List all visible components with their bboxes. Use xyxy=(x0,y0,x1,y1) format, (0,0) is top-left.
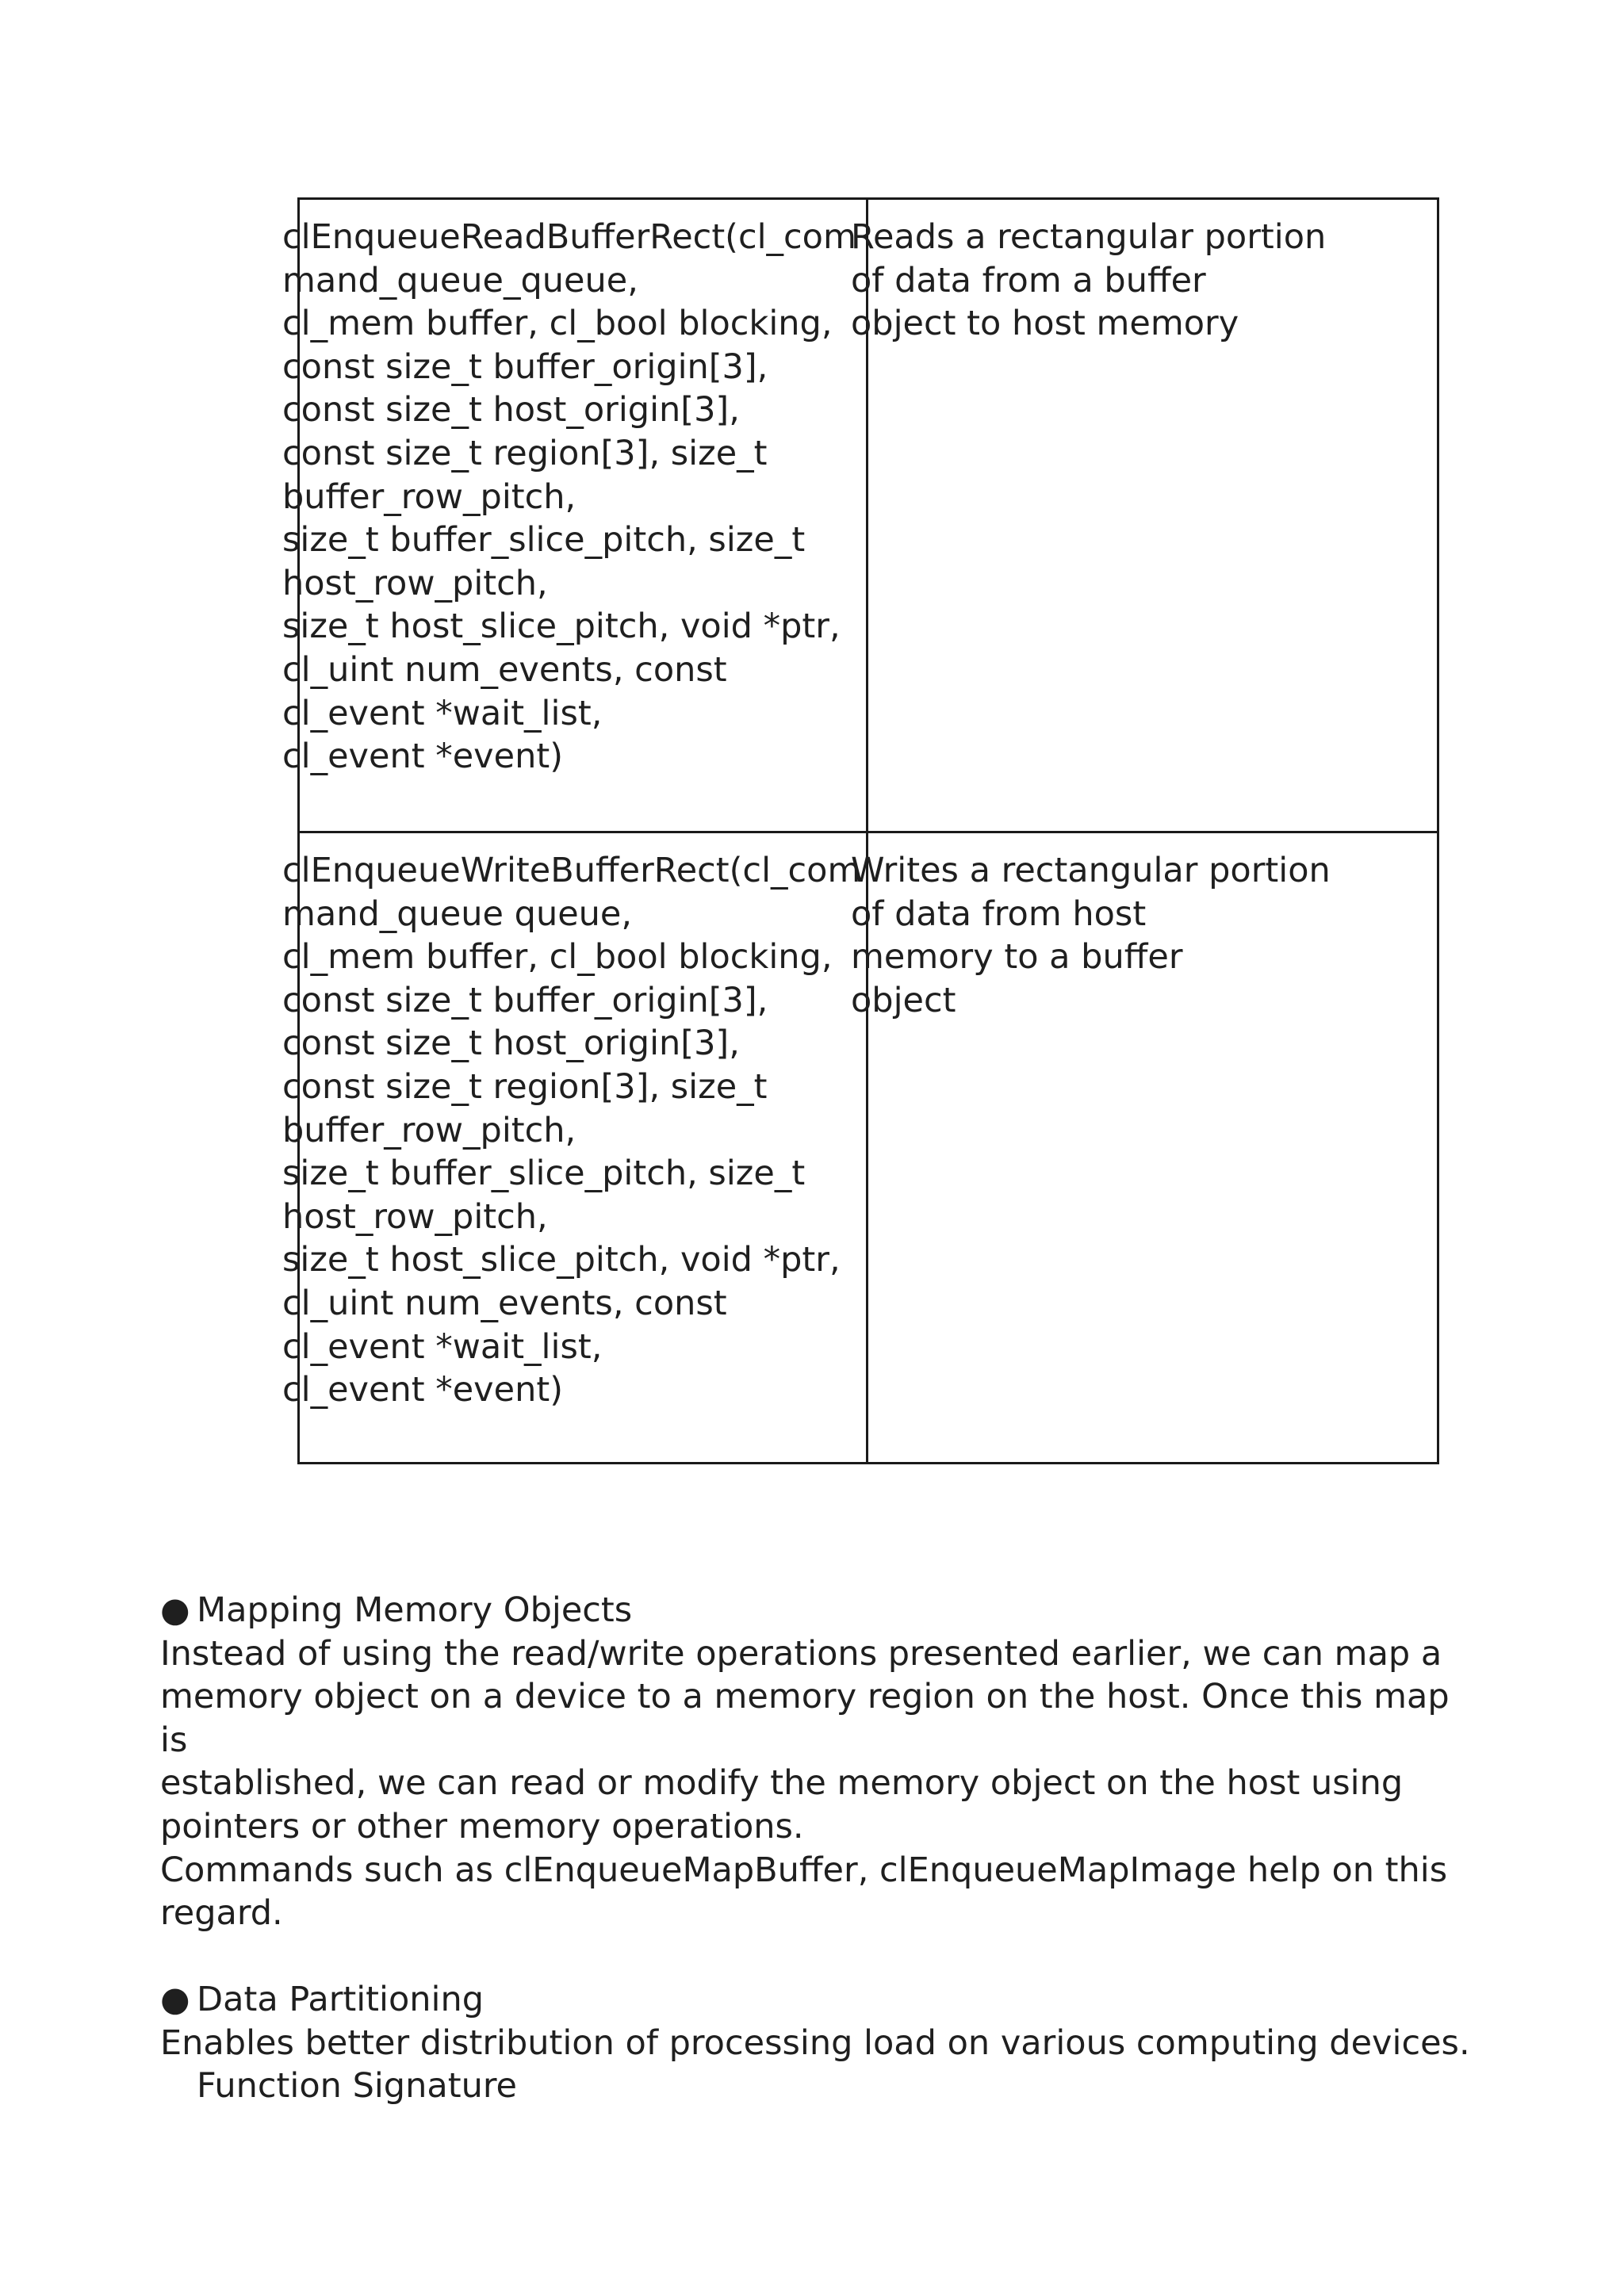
signature-line: cl_uint num_events, const xyxy=(282,649,727,690)
partitioning-section xyxy=(160,1978,1477,2108)
signature-line: host_row_pitch, xyxy=(282,1196,548,1237)
signature-line: buffer_row_pitch, xyxy=(282,476,576,517)
signature-cell xyxy=(282,833,868,1462)
description-cell xyxy=(851,200,1437,831)
description-line: object to host memory xyxy=(851,304,1239,344)
signature-line: clEnqueueWriteBufferRect(cl_com xyxy=(282,851,861,890)
signature-line: cl_event *event) xyxy=(282,1370,563,1410)
table-row xyxy=(282,831,1437,1462)
description-line: of data from a buffer xyxy=(851,260,1206,300)
paragraph-line: memory object on a device to a memory region on the host. Once this map is xyxy=(160,1677,1450,1760)
signature-line: cl_event *event) xyxy=(282,737,563,777)
signature-line: const size_t region[3], size_t xyxy=(282,433,768,473)
signature-cell xyxy=(282,200,868,831)
paragraph-line: established, we can read or modify the memory object on the host using xyxy=(160,1763,1404,1804)
bullet-icon: ● xyxy=(160,1590,190,1630)
description-line: object xyxy=(851,980,956,1020)
section-heading xyxy=(160,1589,1477,1632)
paragraph-line: pointers or other memory operations. xyxy=(160,1806,804,1846)
signature-line: cl_mem buffer, cl_bool blocking, xyxy=(282,937,833,978)
signature-line: const size_t host_origin[3], xyxy=(282,1024,740,1064)
paragraph-line: Commands such as clEnqueueMapBuffer, clEnqueueMapImage help on this xyxy=(160,1850,1448,1890)
signature-line: buffer_row_pitch, xyxy=(282,1110,576,1150)
section-heading xyxy=(160,1978,1477,2022)
heading-text: Data Partitioning xyxy=(197,1980,485,2019)
signature-line: cl_mem buffer, cl_bool blocking, xyxy=(282,304,833,344)
description-lines xyxy=(851,849,1331,1022)
signature-line: mand_queue_queue, xyxy=(282,260,638,300)
signature-line: host_row_pitch, xyxy=(282,563,548,603)
subheading: Function Signature xyxy=(197,2066,518,2107)
paragraph-line: regard. xyxy=(160,1893,283,1934)
description-lines xyxy=(851,216,1327,346)
paragraph-line: Instead of using the read/write operations presented earlier, we can map a xyxy=(160,1633,1442,1674)
signature-line: const size_t buffer_origin[3], xyxy=(282,980,768,1020)
heading-text: Mapping Memory Objects xyxy=(197,1590,633,1630)
paragraph-line: Enables better distribution of processing load on various computing devices. xyxy=(160,2022,1470,2063)
signature-line: clEnqueueReadBufferRect(cl_com xyxy=(282,217,856,257)
description-line: memory to a buffer xyxy=(851,937,1183,978)
signature-lines xyxy=(282,849,861,1412)
signature-line: const size_t host_origin[3], xyxy=(282,390,740,430)
signature-lines xyxy=(282,216,856,779)
description-line: of data from host xyxy=(851,894,1147,934)
description-line: Reads a rectangular portion xyxy=(851,217,1327,257)
mapping-section xyxy=(160,1589,1477,1935)
signature-line: cl_event *wait_list, xyxy=(282,1326,603,1367)
signature-line: mand_queue queue, xyxy=(282,894,633,934)
signature-line: cl_uint num_events, const xyxy=(282,1283,727,1323)
signature-line: size_t buffer_slice_pitch, size_t xyxy=(282,1154,806,1194)
signature-line: size_t host_slice_pitch, void *ptr, xyxy=(282,607,841,647)
table-row xyxy=(282,200,1437,831)
signature-line: cl_event *wait_list, xyxy=(282,693,603,733)
signature-line: const size_t buffer_origin[3], xyxy=(282,346,768,387)
signature-line: const size_t region[3], size_t xyxy=(282,1066,768,1107)
description-cell xyxy=(851,833,1437,1462)
signature-line: size_t buffer_slice_pitch, size_t xyxy=(282,520,806,561)
signature-line: size_t host_slice_pitch, void *ptr, xyxy=(282,1240,841,1280)
description-line: Writes a rectangular portion xyxy=(851,851,1331,890)
bullet-icon: ● xyxy=(160,1980,190,2019)
api-function-table xyxy=(282,197,1439,1464)
